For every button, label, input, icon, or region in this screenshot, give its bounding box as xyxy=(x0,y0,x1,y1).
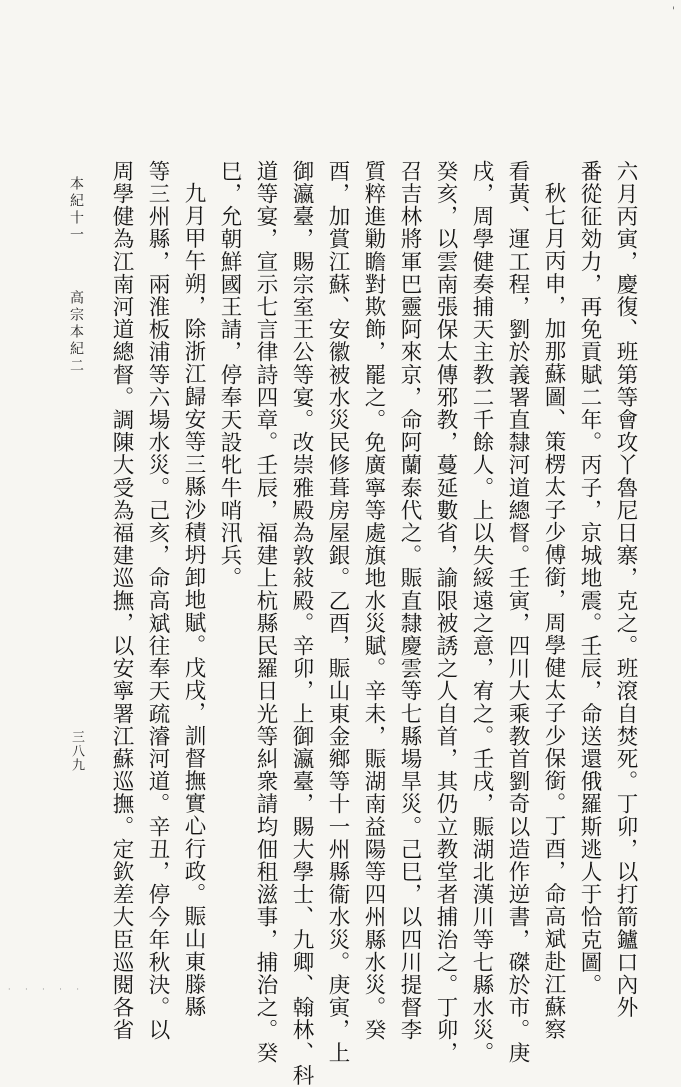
text-column-10: 御瀛臺，賜宗室王公等宴。改崇雅殿為敦敍殿。辛卯，上御瀛臺，賜大學士、九卿、翰林、科 xyxy=(289,160,314,1087)
text-column-3: 秋七月丙申，加那蘇圖、策楞太子少傅銜，周學健太子少保銜。丁酉，命高斌赴江蘇察 xyxy=(541,182,566,1041)
chapter-subtitle: 高宗本紀二 xyxy=(68,290,84,375)
text-column-5: 戌，周學健奏捕天主教二千餘人。上以失綏遠之意，宥之。壬戌，賑湖北漢川等七縣水災。 xyxy=(469,160,494,1064)
corner-mark: ' xyxy=(672,6,675,17)
text-column-4: 看黃、運工程，劉於義署直隸河道總督。壬寅，四川大乘教首劉奇以造作逆書，磔於市。庚 xyxy=(505,160,530,1064)
text-column-9: 酉，加賞江蘇、安徽被水災民修葺房屋銀。乙酉，賑山東金鄉等十一州縣衞水災。庚寅，上 xyxy=(325,160,350,1064)
corner-dots: · · · · · xyxy=(8,985,85,994)
text-column-2: 番從征効力，再免貢賦二年。丙子，京城地震。壬辰，命送還俄羅斯逃人于恰克圖。 xyxy=(577,160,602,997)
text-column-6: 癸亥，以雲南張保太傳邪教，蔓延數省，諭限被誘之人自首，其仍立教堂者捕治之。丁卯， xyxy=(433,160,458,1064)
text-column-1: 六月丙寅，慶復、班第等會攻丫魯尼日寨，克之。班滾自焚死。丁卯，以打箭鑪口內外 xyxy=(613,160,638,1019)
text-column-11: 道等宴，宣示七言律詩四章。壬辰，福建上杭縣民羅日光等糾衆請均佃租滋事，捕治之。癸 xyxy=(253,160,278,1064)
text-column-12: 巳，允朝鮮國王請，停奉天設牝牛哨汛兵。 xyxy=(217,160,242,590)
page-number: 三八九 xyxy=(69,730,84,772)
text-column-15: 周學健為江南河道總督。調陳大受為福建巡撫，以安寧署江蘇巡撫。定欽差大臣巡閱各省 xyxy=(109,160,134,1042)
text-column-7: 召吉林將軍巴靈阿來京，命阿蘭泰代之。賑直隸慶雲等七縣場旱災。己巳，以四川提督李 xyxy=(397,160,422,1042)
text-column-13: 九月甲午朔，除浙江歸安等三縣沙積坍卸地賦。戊戌，訓督撫實心行政。賑山東滕縣 xyxy=(181,182,206,1019)
text-column-8: 質粹進勦瞻對欺飾，罷之。免廣寧等處旗地水災賦。辛未，賑湖南益陽等四州縣水災。癸 xyxy=(361,160,386,1042)
chapter-label: 本紀十一 xyxy=(68,176,84,244)
text-column-14: 等三州縣，兩淮板浦等六場水災。己亥，命高斌往奉天疏濬河道。辛丑，停今年秋決。以 xyxy=(145,160,170,1042)
